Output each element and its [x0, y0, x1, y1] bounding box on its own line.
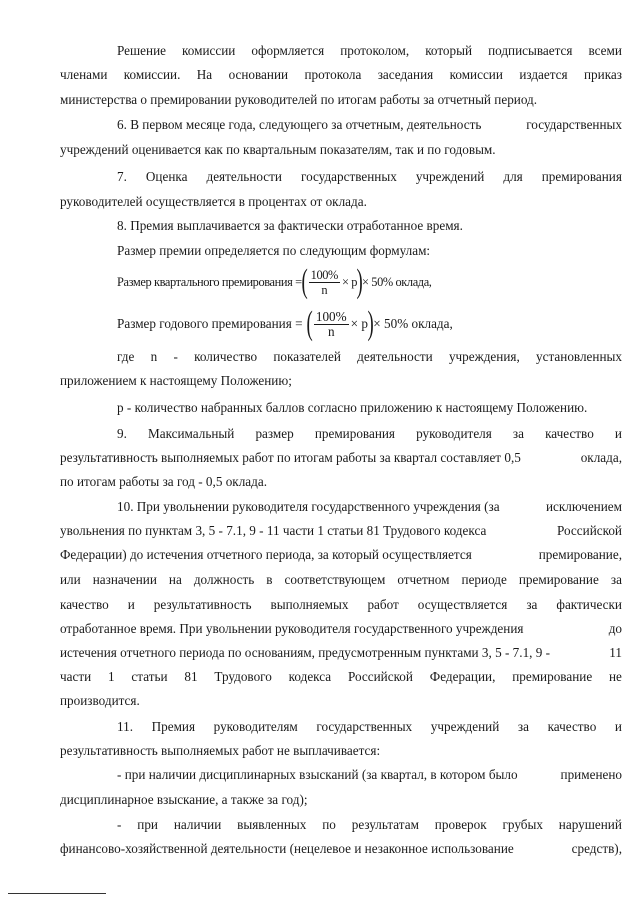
word: за [517, 719, 529, 734]
word: результативность выполняемых работ по итогам работы за квартал составляет 0,5 [60, 450, 521, 465]
word: протоколом, [340, 43, 410, 58]
line-21 [60, 618, 622, 640]
word: комиссии [449, 67, 503, 82]
word: который [425, 43, 473, 58]
word: работ [367, 597, 399, 612]
word: протокола [304, 67, 362, 82]
word: всеми [588, 43, 622, 58]
line-18 [60, 544, 622, 566]
word: осуществляется [417, 597, 508, 612]
word: результатам [351, 817, 419, 832]
formula-quarterly-label: Размер квартального премирования = [117, 275, 302, 289]
line-4 [117, 114, 622, 136]
word: средств), [571, 841, 622, 856]
word: показателей [273, 349, 341, 364]
word: учреждения, [448, 349, 520, 364]
word: премирования [541, 169, 622, 184]
word: премирования [314, 426, 395, 441]
word: за [610, 572, 622, 587]
word: размер [255, 426, 294, 441]
word: истечения отчетного периода по основаниям, предусмотренным пунктами 3, 5 - 7.1, 9 - [60, 645, 551, 660]
word: Российской [347, 669, 413, 684]
word: Федерации, [429, 669, 496, 684]
word: - [117, 817, 122, 832]
line-30 [60, 838, 622, 860]
word: финансово-хозяйственной деятельности (нецелевое и незаконное использование [60, 841, 514, 856]
word: качество [545, 426, 594, 441]
word: грубых [502, 817, 543, 832]
formula-annual-label: Размер годового премирования = [117, 316, 303, 331]
word: подписывается [488, 43, 573, 58]
word: Максимальный [147, 426, 235, 441]
word: части [60, 669, 92, 684]
word: количество [194, 349, 258, 364]
word: деятельности [206, 169, 282, 184]
word: результативность [153, 597, 252, 612]
line-28: дисциплинарное взыскание, а также за год); [60, 792, 308, 807]
word: 9. [117, 426, 127, 441]
word: комиссии [182, 43, 236, 58]
fraction-numerator: 100% [310, 267, 338, 282]
word: до [608, 621, 622, 636]
line-15: по итогам работы за год - 0,5 оклада. [60, 474, 268, 489]
word: Премия [151, 719, 196, 734]
line-11: приложением к настоящему Положению; [60, 373, 292, 388]
word: для [503, 169, 523, 184]
line-25 [117, 716, 622, 738]
word: На [196, 67, 213, 82]
line-7: руководителей осуществляется в процентах от оклада. [60, 194, 367, 209]
word: издается [519, 67, 568, 82]
word: приказ [584, 67, 622, 82]
word: премирование, [538, 547, 622, 562]
fraction [309, 268, 340, 297]
line-20 [60, 594, 622, 616]
word: основании [228, 67, 289, 82]
word: членами [60, 67, 108, 82]
line-12: р - количество набранных баллов согласно приложению к настоящему Положению. [117, 400, 588, 415]
word: Российской [557, 523, 622, 538]
word: в [266, 572, 273, 587]
line-29 [117, 814, 622, 836]
word: 11. [117, 719, 133, 734]
line-13 [117, 423, 622, 445]
word: нарушений [558, 817, 622, 832]
word: - при наличии дисциплинарных взысканий (за квартал, в котором было [117, 767, 518, 782]
word: премирование [512, 669, 593, 684]
word: за [512, 426, 524, 441]
word: комиссии. [123, 67, 181, 82]
line-16 [117, 496, 622, 518]
word: увольнения по пунктам 3, 5 - 7.1, 9 - 11 части 1 статьи 81 Трудового кодекса [60, 523, 487, 538]
formula-annual [117, 304, 453, 344]
word: назначении [92, 572, 157, 587]
word: государственных [301, 169, 397, 184]
word: выполняемых [270, 597, 349, 612]
line-10 [117, 346, 622, 368]
line-3: министерства о премировании руководителей по итогам работы за отчетный период. [60, 92, 538, 107]
fraction-numerator: 100% [315, 308, 347, 324]
formula-tail: × 50% оклада, [362, 275, 432, 289]
line-24: производится. [60, 693, 140, 708]
line-23 [60, 666, 622, 688]
fraction-denominator: n [327, 323, 335, 339]
word: установленных [536, 349, 622, 364]
word: и [614, 719, 622, 734]
word: фактически [556, 597, 622, 612]
word: 6. В первом месяце года, следующего за отчетным, деятельность [117, 117, 482, 132]
word: 10. При увольнении руководителя государственного учреждения (за [117, 499, 500, 514]
word: статьи [131, 669, 168, 684]
line-9: Размер премии определяется по следующим формулам: [117, 243, 431, 258]
open-paren: ( [306, 305, 313, 342]
line-5: учреждений оценивается как по квартальным показателям, так и по годовым. [60, 142, 496, 157]
fraction-denominator: n [321, 282, 328, 297]
word: руководителя [416, 426, 492, 441]
close-paren: ) [367, 305, 374, 342]
word: 7. [117, 169, 127, 184]
word: государственных [526, 117, 622, 132]
word: качество [547, 719, 597, 734]
word: премирование [518, 572, 599, 587]
line-17 [60, 520, 622, 542]
word: учреждений [430, 719, 500, 734]
word: Трудового [214, 669, 272, 684]
word: Оценка [145, 169, 188, 184]
word: деятельности [357, 349, 433, 364]
word: заседания [377, 67, 434, 82]
word: учреждений [415, 169, 485, 184]
formula-times-p: × р [350, 316, 368, 331]
word: должность [193, 572, 255, 587]
formula-quarterly [117, 262, 432, 302]
close-paren: ) [356, 263, 363, 300]
word: - [173, 349, 178, 364]
line-27 [117, 764, 622, 786]
word: качество [60, 597, 109, 612]
word: Решение [117, 43, 166, 58]
word: выявленных [237, 817, 307, 832]
word: по [322, 817, 336, 832]
word: и [614, 426, 622, 441]
line-19 [60, 569, 622, 591]
line-14 [60, 447, 622, 469]
line-8: 8. Премия выплачивается за фактически отработанное время. [117, 218, 463, 233]
line-22 [60, 642, 622, 664]
word: 1 [108, 669, 115, 684]
word: не [609, 669, 622, 684]
word: или [60, 572, 81, 587]
word: применено [560, 767, 622, 782]
formula-times-p: × р [341, 275, 358, 289]
word: n [150, 349, 158, 364]
line-1 [117, 40, 622, 62]
word: при [137, 817, 158, 832]
word: государственных [316, 719, 413, 734]
word: соответствующем [284, 572, 386, 587]
word: оклада, [580, 450, 622, 465]
word: проверок [434, 817, 487, 832]
word: периоде [461, 572, 507, 587]
word: исключением [545, 499, 622, 514]
word: оформляется [251, 43, 325, 58]
fraction [314, 310, 349, 339]
word: 81 [184, 669, 198, 684]
word: наличии [173, 817, 222, 832]
line-6 [117, 166, 622, 188]
open-paren: ( [301, 263, 308, 300]
word: кодекса [288, 669, 332, 684]
line-2 [60, 64, 622, 86]
word: отчетном [397, 572, 450, 587]
footnote-divider [8, 893, 106, 894]
formula-tail: × 50% оклада, [373, 316, 453, 331]
word: отработанное время. При увольнении руководителя государственного учреждения [60, 621, 524, 636]
word: где [117, 349, 135, 364]
word: 11 [609, 645, 622, 660]
word: и [127, 597, 135, 612]
word: за [526, 597, 538, 612]
word: Федерации) до истечения отчетного периода, за который осуществляется [60, 547, 472, 562]
word: на [168, 572, 182, 587]
word: руководителям [213, 719, 298, 734]
line-26: результативность выполняемых работ не выплачивается: [60, 743, 381, 758]
